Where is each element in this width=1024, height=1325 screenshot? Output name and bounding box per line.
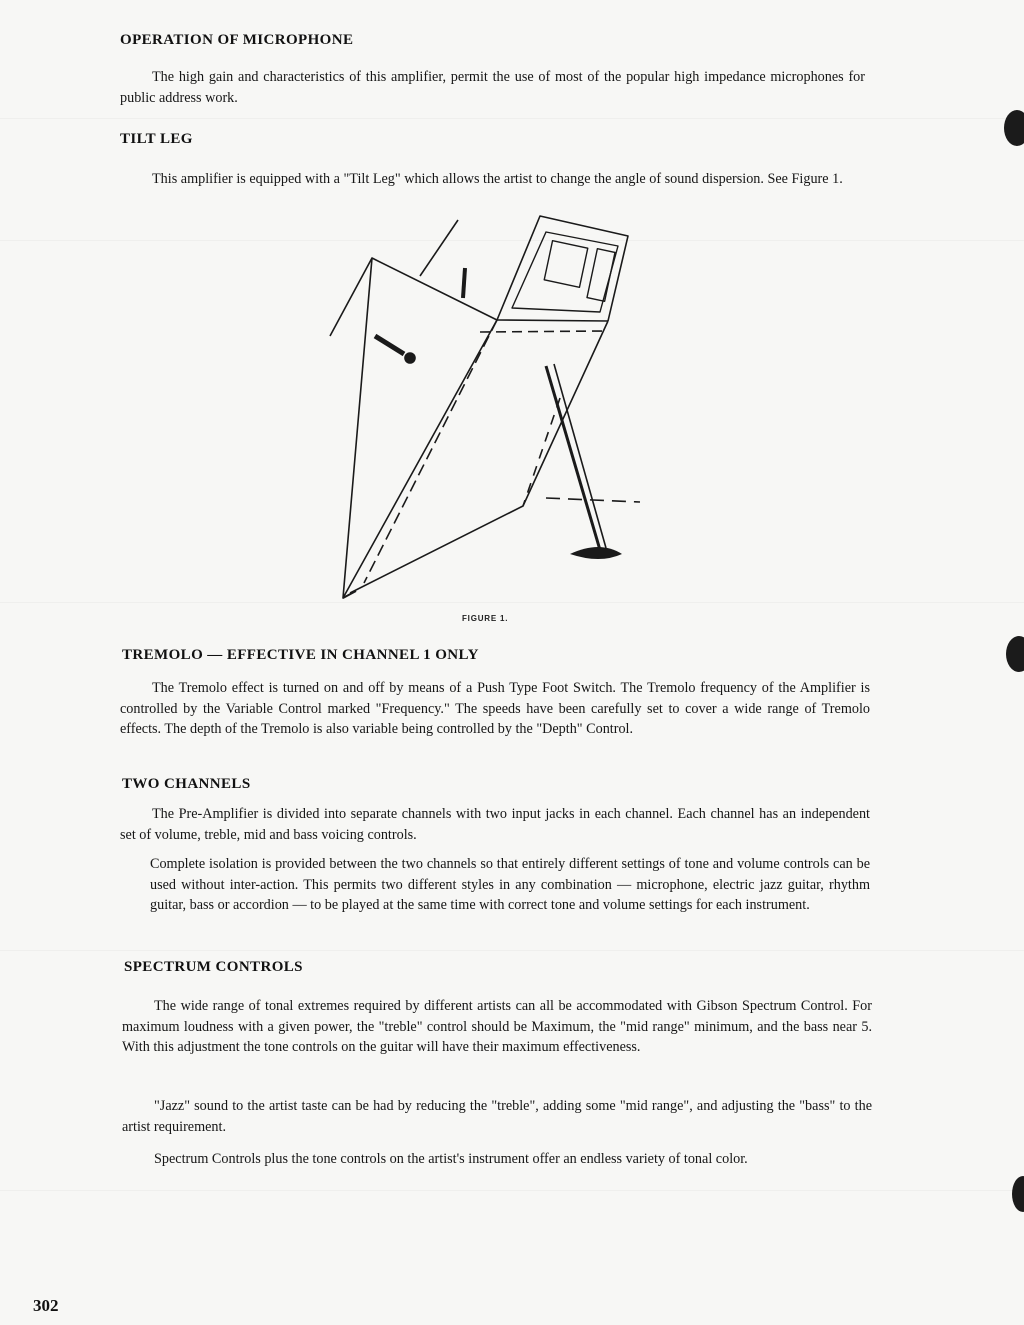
cabinet-hidden-edge [480, 331, 605, 332]
control-panel [497, 216, 628, 321]
paragraph-two-channels-2: Complete isolation is provided between the two channels so that entirely different settings of tone and volume controls can be used without inter-action. This permits two different styles in any combination — microphone, electric jazz guitar, rhythm guitar, bass or accordion — to be played at the same time with correct tone and volume settings for each instrument. [150, 856, 870, 913]
heading-two-channels: TWO CHANNELS [122, 776, 251, 792]
binder-hole [1004, 110, 1024, 146]
cabinet-top-edge [497, 320, 608, 321]
cabinet-side-panel [343, 258, 497, 598]
paragraph-two-channels-1: The Pre-Amplifier is divided into separate channels with two input jacks in each channel. Each channel has an independent set of volume, treble, mid and bass voicing controls. [120, 806, 870, 843]
heading-spectrum-controls: SPECTRUM CONTROLS [124, 959, 303, 975]
paragraph-tilt-leg: This amplifier is equipped with a "Tilt Leg" which allows the artist to change the angle of sound dispersion. See Figure 1. [152, 171, 843, 187]
paragraph-microphone: The high gain and characteristics of this amplifier, permit the use of most of the popular high impedance microphones for public address work. [120, 69, 865, 106]
side-handle-knob [405, 353, 415, 363]
page-number: 302 [33, 1296, 59, 1315]
heading-microphone: OPERATION OF MICROPHONE [120, 32, 354, 48]
paragraph-spectrum-1: The wide range of tonal extremes required by different artists can all be accommodated with Gibson Spectrum Control. For maximum loudness with a given power, the "treble" control should be Maximum, the "mid range" minimum, and the bass near 5. With this adjustment the tone controls on the guitar will have their maximum effectiveness. [122, 998, 872, 1055]
cabinet-hidden-edge [364, 320, 497, 583]
paragraph-spectrum-3: Spectrum Controls plus the tone controls on the artist's instrument offer an endless variety of tonal color. [154, 1151, 748, 1167]
paragraph-spectrum-2: "Jazz" sound to the artist taste can be had by reducing the "treble", adding some "mid range", and adjusting the "bass" to the artist requirement. [122, 1098, 872, 1135]
control-knob-block [544, 241, 588, 288]
cabinet-hidden-edge [523, 398, 560, 506]
binder-hole [1006, 636, 1024, 672]
tilt-leg-figure [300, 208, 660, 608]
tilt-leg-edge [554, 364, 606, 548]
tilt-leg [546, 366, 600, 550]
scan-artifact [0, 950, 1024, 951]
control-knob-block [587, 249, 615, 302]
cabinet-back-panel [350, 321, 608, 593]
paragraph-tremolo: The Tremolo effect is turned on and off by means of a Push Type Foot Switch. The Tremolo frequency of the Amplifier is controlled by the Variable Control marked "Frequency." The speeds have been carefully set to cover a wide range of Tremolo effects. The depth of the Tremolo is also variable being controlled by the "Depth" Control. [120, 680, 870, 737]
scan-artifact [0, 118, 1024, 119]
heading-tilt-leg: TILT LEG [120, 131, 193, 147]
scan-artifact [0, 1190, 1024, 1191]
handle-line [420, 220, 458, 276]
side-handle [375, 336, 404, 354]
heading-tremolo: TREMOLO — EFFECTIVE IN CHANNEL 1 ONLY [122, 647, 479, 663]
binder-hole [1012, 1176, 1024, 1212]
figure-caption: FIGURE 1. [462, 614, 509, 623]
leg-post [463, 268, 465, 298]
leg-foot-shadow [570, 547, 622, 559]
